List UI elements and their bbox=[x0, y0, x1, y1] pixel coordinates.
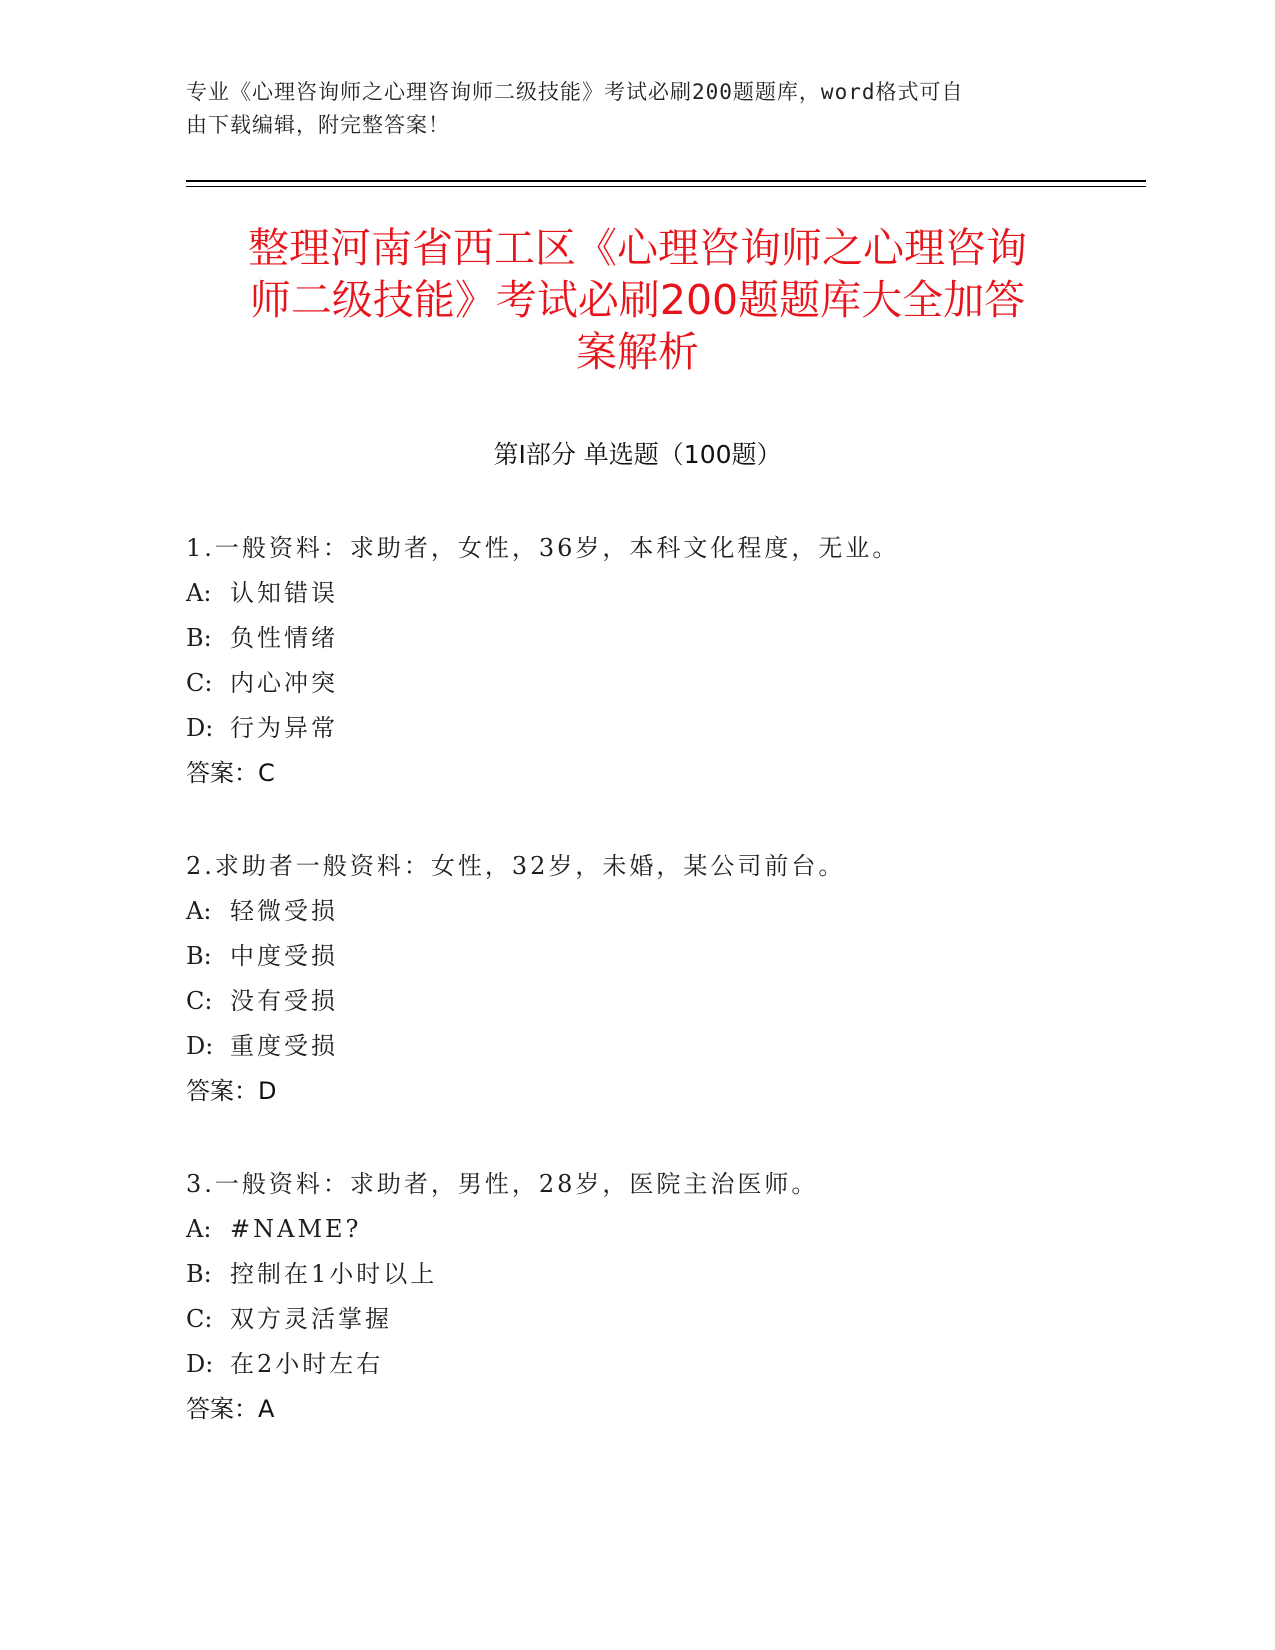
title-line-3: 案解析 bbox=[576, 328, 699, 376]
option-text: 轻微受损 bbox=[230, 897, 338, 925]
question-stem: 1.一般资料：求助者，女性，36岁，本科文化程度，无业。 bbox=[186, 534, 900, 562]
option-key: C: bbox=[186, 1305, 213, 1333]
question-stem: 3.一般资料：求助者，男性，28岁，医院主治医师。 bbox=[186, 1170, 819, 1198]
option-key: D: bbox=[186, 1032, 214, 1060]
option-b bbox=[186, 616, 1126, 661]
intro-line-2: 由下载编辑，附完整答案！ bbox=[186, 113, 450, 137]
question-block bbox=[186, 1162, 1126, 1432]
title-line-1: 整理河南省西工区《心理咨询师之心理咨询 bbox=[248, 224, 1027, 272]
option-d bbox=[186, 706, 1126, 751]
option-text: 负性情绪 bbox=[230, 624, 338, 652]
option-text: 在2小时左右 bbox=[230, 1350, 384, 1378]
document-title bbox=[150, 222, 1125, 378]
option-c bbox=[186, 1297, 1126, 1342]
section-heading: 第Ⅰ部分 单选题（100题） bbox=[493, 440, 782, 469]
option-text: #NAME? bbox=[230, 1215, 362, 1243]
option-key: C: bbox=[186, 669, 213, 697]
option-a bbox=[186, 571, 1126, 616]
option-key: A: bbox=[186, 897, 212, 925]
option-c bbox=[186, 979, 1126, 1024]
option-key: A: bbox=[186, 1215, 212, 1243]
option-text: 认知错误 bbox=[230, 579, 338, 607]
answer-line: 答案：C bbox=[186, 759, 275, 787]
option-key: A: bbox=[186, 579, 212, 607]
option-d bbox=[186, 1342, 1126, 1387]
intro-line-1: 专业《心理咨询师之心理咨询师二级技能》考试必刷200题题库，word格式可自 bbox=[186, 80, 964, 104]
option-b bbox=[186, 934, 1126, 979]
option-text: 控制在1小时以上 bbox=[230, 1260, 438, 1288]
option-key: B: bbox=[186, 1260, 212, 1288]
question-block bbox=[186, 526, 1126, 796]
option-key: D: bbox=[186, 714, 214, 742]
option-text: 重度受损 bbox=[230, 1032, 338, 1060]
option-a bbox=[186, 1207, 1126, 1252]
question-stem: 2.求助者一般资料：女性，32岁，未婚，某公司前台。 bbox=[186, 852, 846, 880]
option-c bbox=[186, 661, 1126, 706]
header-divider-thick bbox=[186, 180, 1146, 182]
header-divider-thin bbox=[186, 186, 1146, 187]
option-text: 双方灵活掌握 bbox=[230, 1305, 392, 1333]
title-line-2: 师二级技能》考试必刷200题题库大全加答 bbox=[249, 276, 1026, 324]
option-text: 中度受损 bbox=[230, 942, 338, 970]
option-text: 行为异常 bbox=[230, 714, 338, 742]
option-b bbox=[186, 1252, 1126, 1297]
answer-line: 答案：D bbox=[186, 1077, 277, 1105]
intro-paragraph bbox=[186, 76, 1086, 142]
option-a bbox=[186, 889, 1126, 934]
option-key: B: bbox=[186, 942, 212, 970]
option-key: B: bbox=[186, 624, 212, 652]
option-text: 没有受损 bbox=[230, 987, 338, 1015]
option-text: 内心冲突 bbox=[230, 669, 338, 697]
option-key: C: bbox=[186, 987, 213, 1015]
answer-line: 答案：A bbox=[186, 1395, 275, 1423]
question-block bbox=[186, 844, 1126, 1114]
option-d bbox=[186, 1024, 1126, 1069]
option-key: D: bbox=[186, 1350, 214, 1378]
